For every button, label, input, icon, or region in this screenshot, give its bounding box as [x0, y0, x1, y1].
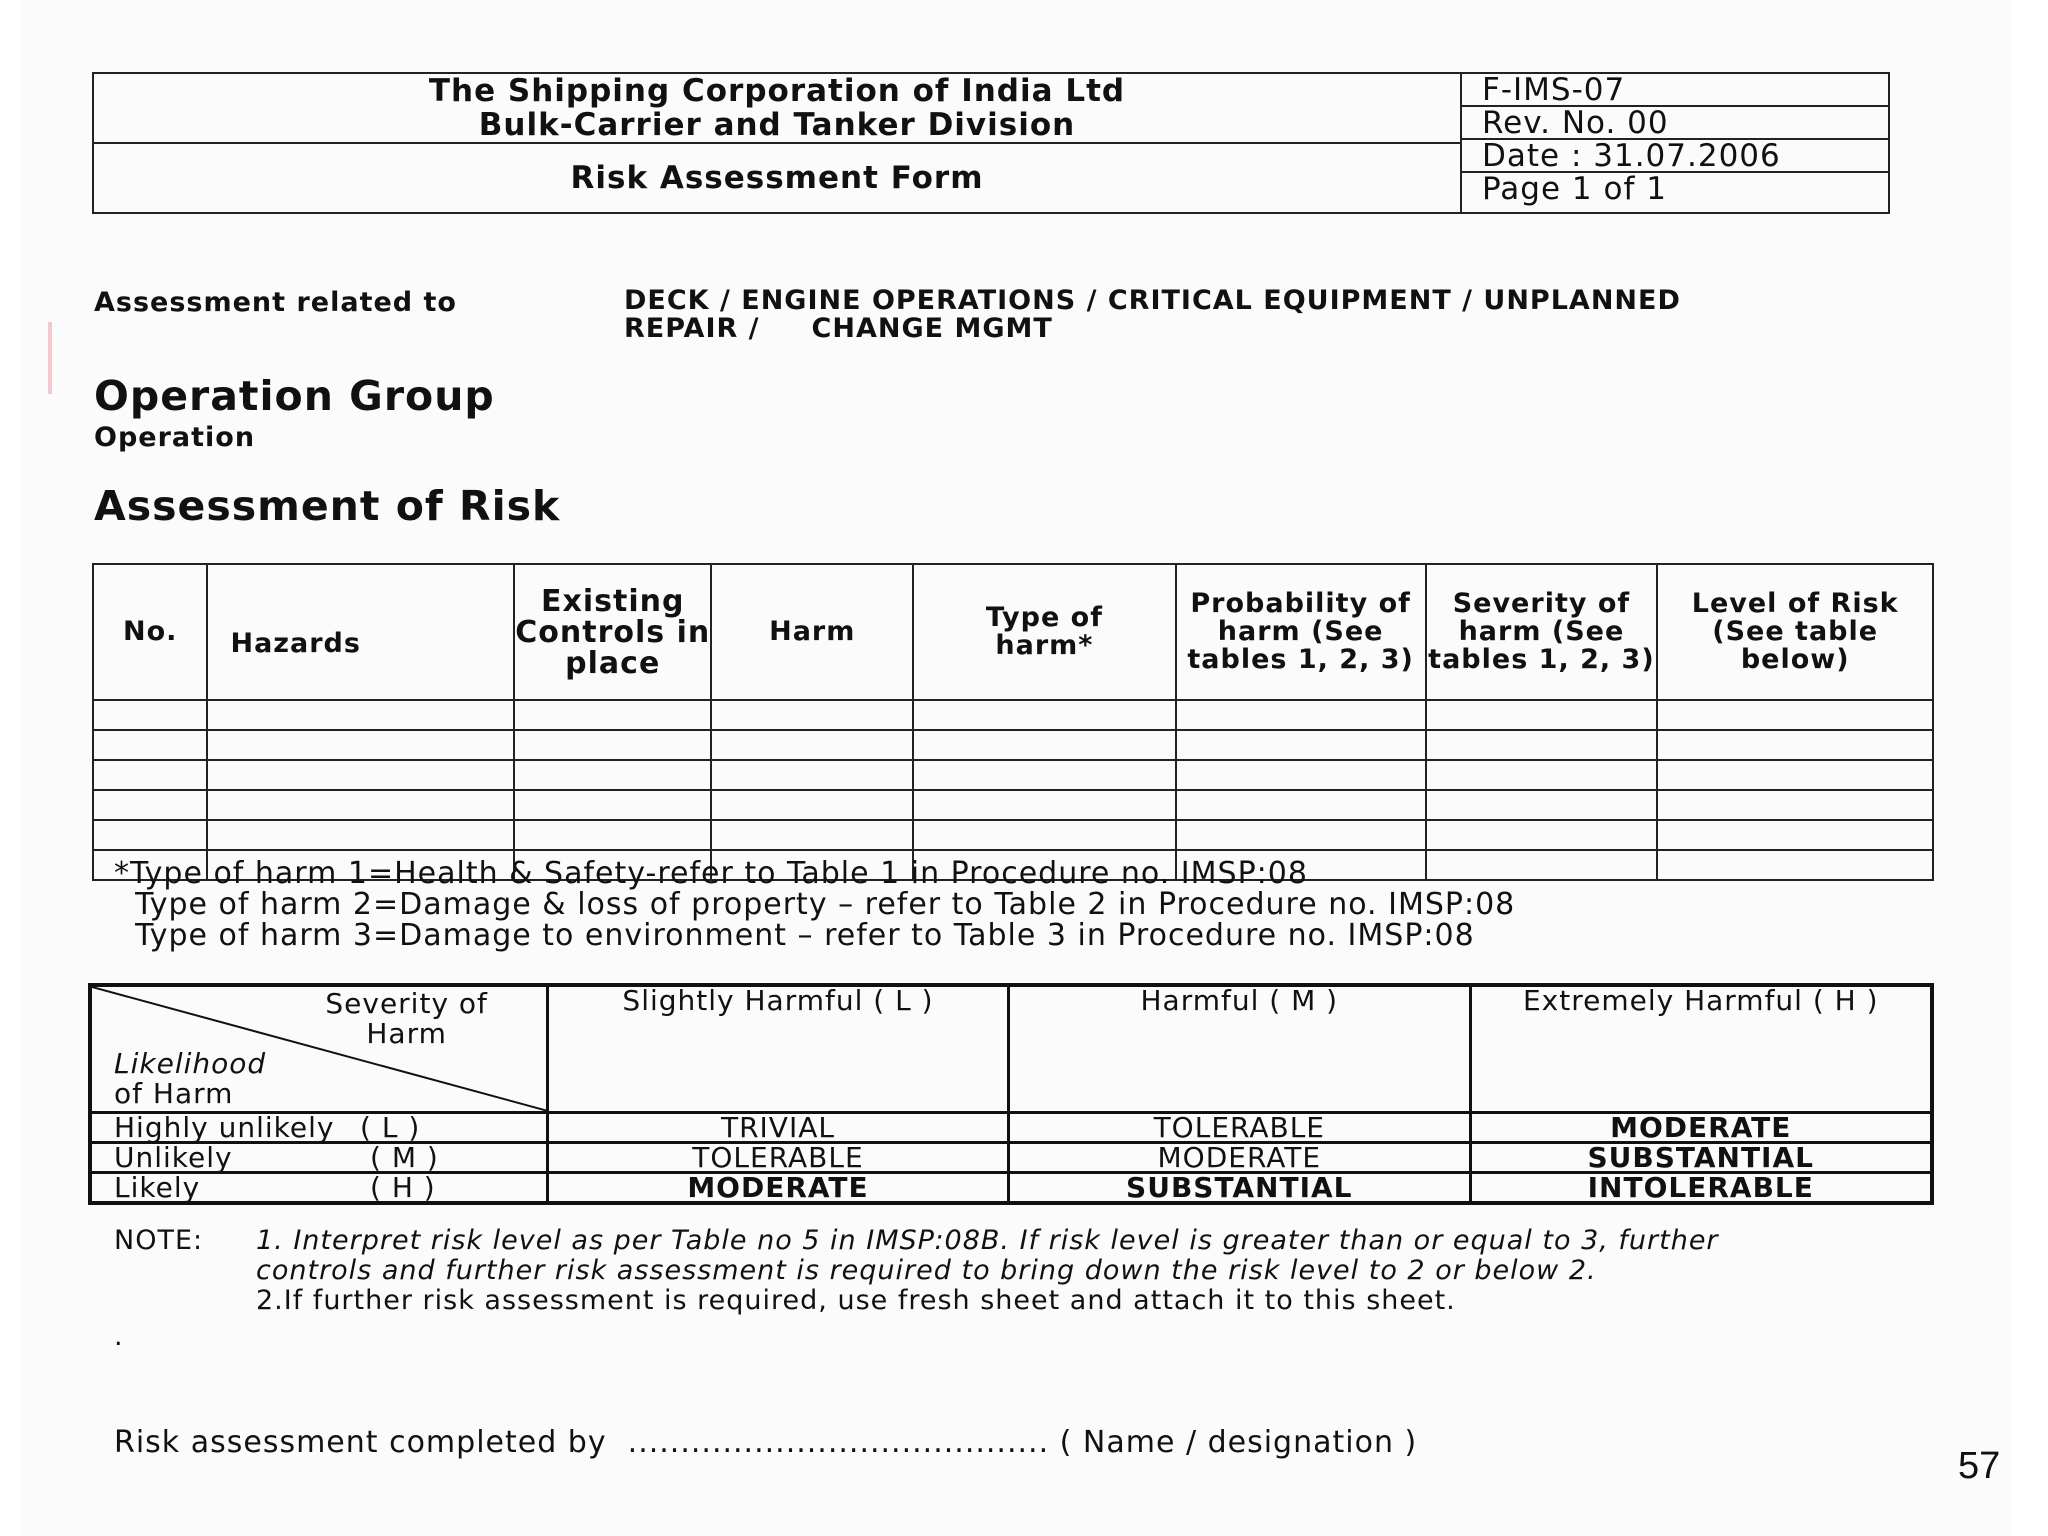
- assessment-heading: Assessment of Risk: [94, 482, 561, 530]
- note-dot: .: [114, 1321, 124, 1352]
- matrix-cell: SUBSTANTIAL: [1009, 1173, 1470, 1204]
- table-row: [93, 730, 1933, 760]
- col-header-controls: Existing Controls in place: [514, 564, 711, 700]
- matrix-cell: TOLERABLE: [547, 1143, 1008, 1173]
- corner-likelihood-label: [114, 1049, 266, 1109]
- note-label: NOTE:: [114, 1225, 204, 1256]
- matrix-corner-cell: [90, 985, 547, 1113]
- type-of-harm-notes: [114, 858, 1515, 951]
- type-note-2: Type of harm 2=Damage & loss of property – refer to Table 2 in Procedure no. IMSP:08: [114, 887, 1516, 922]
- assessment-related-label: Assessment related to: [94, 287, 457, 318]
- form-title: Risk Assessment Form: [570, 160, 984, 196]
- matrix-col-extremely-harmful: Extremely Harmful ( H ): [1470, 985, 1932, 1113]
- matrix-header-row: [90, 985, 1932, 1113]
- matrix-cell: MODERATE: [1009, 1143, 1470, 1173]
- signoff-suffix: ( Name / designation ): [1059, 1425, 1418, 1460]
- likelihood-code: ( L ): [360, 1111, 421, 1144]
- col-header-probability: Probability of harm (See tables 1, 2, 3): [1176, 564, 1426, 700]
- signoff-dots: ........................................: [627, 1425, 1050, 1460]
- table-row: [93, 820, 1933, 850]
- matrix-row-label: [90, 1143, 547, 1173]
- corner-severity-line2: Harm: [366, 1017, 447, 1050]
- note-line-2: controls and further risk assessment is required to bring down the risk level to 2 or below 2.: [256, 1255, 1597, 1286]
- matrix-cell: TOLERABLE: [1009, 1113, 1470, 1143]
- table-row: [93, 790, 1933, 820]
- corner-likelihood-line1: Likelihood: [114, 1047, 267, 1080]
- matrix-col-harmful: Harmful ( M ): [1009, 985, 1470, 1113]
- matrix-row-highly-unlikely: [90, 1113, 1932, 1143]
- operation-label: Operation: [94, 422, 256, 453]
- assessment-related-value: [624, 287, 1681, 343]
- revision-number: Rev. No. 00: [1462, 107, 1888, 140]
- risk-matrix-table: [88, 983, 1934, 1205]
- likelihood-label: Likely: [114, 1171, 201, 1204]
- margin-mark: [48, 322, 52, 394]
- assessment-related-line1: DECK / ENGINE OPERATIONS / CRITICAL EQUIPMENT / UNPLANNED: [624, 285, 1681, 316]
- matrix-row-likely: [90, 1173, 1932, 1204]
- col-header-no: No.: [93, 564, 207, 700]
- header-right: [1462, 74, 1888, 212]
- corner-likelihood-line2: of Harm: [114, 1077, 234, 1110]
- matrix-col-slightly-harmful: Slightly Harmful ( L ): [547, 985, 1008, 1113]
- risk-assessment-table: [92, 563, 1934, 881]
- likelihood-label: Highly unlikely: [114, 1111, 335, 1144]
- form-document: [20, 0, 2012, 1536]
- likelihood-code: ( M ): [370, 1141, 439, 1174]
- note-line-1: 1. Interpret risk level as per Table no 5 in IMSP:08B. If risk level is greater than or equal to 3, further: [256, 1225, 1719, 1256]
- likelihood-code: ( H ): [370, 1171, 436, 1204]
- matrix-row-label: [90, 1113, 547, 1143]
- table-row: [93, 760, 1933, 790]
- type-note-3: Type of harm 3=Damage to environment – refer to Table 3 in Procedure no. IMSP:08: [114, 918, 1475, 953]
- matrix-row-unlikely: [90, 1143, 1932, 1173]
- col-header-hazards: Hazards: [207, 564, 514, 700]
- matrix-cell: TRIVIAL: [547, 1113, 1008, 1143]
- operation-group-heading: Operation Group: [94, 372, 495, 420]
- col-header-harm: Harm: [711, 564, 913, 700]
- matrix-cell: MODERATE: [1470, 1113, 1932, 1143]
- form-date: Date : 31.07.2006: [1462, 140, 1888, 173]
- note-line-3: 2.If further risk assessment is required, use fresh sheet and attach it to this sheet.: [256, 1285, 1456, 1316]
- signoff-label: Risk assessment completed by: [114, 1425, 607, 1460]
- matrix-cell: MODERATE: [547, 1173, 1008, 1204]
- page-count: Page 1 of 1: [1482, 171, 1667, 207]
- risk-table-header-row: [93, 564, 1933, 700]
- assessment-related-line2: REPAIR / CHANGE MGMT: [624, 313, 1053, 344]
- likelihood-label: Unlikely: [114, 1141, 233, 1174]
- corner-severity-label: [325, 989, 488, 1049]
- form-number: F-IMS-07: [1462, 74, 1888, 107]
- header-left: [94, 74, 1462, 212]
- page-number: 57: [1958, 1445, 2001, 1487]
- division-name: Bulk-Carrier and Tanker Division: [478, 107, 1076, 143]
- corner-severity-line1: Severity of: [325, 987, 488, 1020]
- col-header-level: Level of Risk (See table below): [1657, 564, 1933, 700]
- table-row: [93, 700, 1933, 730]
- matrix-cell: SUBSTANTIAL: [1470, 1143, 1932, 1173]
- type-note-1: *Type of harm 1=Health & Safety-refer to Table 1 in Procedure no. IMSP:08: [114, 856, 1308, 891]
- col-header-type: Type of harm*: [913, 564, 1176, 700]
- note-body: [256, 1226, 1956, 1316]
- matrix-row-label: [90, 1173, 547, 1204]
- matrix-cell: INTOLERABLE: [1470, 1173, 1932, 1204]
- signoff-line: [114, 1425, 1417, 1460]
- form-header: [92, 72, 1890, 214]
- company-block: [94, 74, 1460, 144]
- company-name: The Shipping Corporation of India Ltd: [428, 73, 1126, 109]
- col-header-severity: Severity of harm (See tables 1, 2, 3): [1426, 564, 1658, 700]
